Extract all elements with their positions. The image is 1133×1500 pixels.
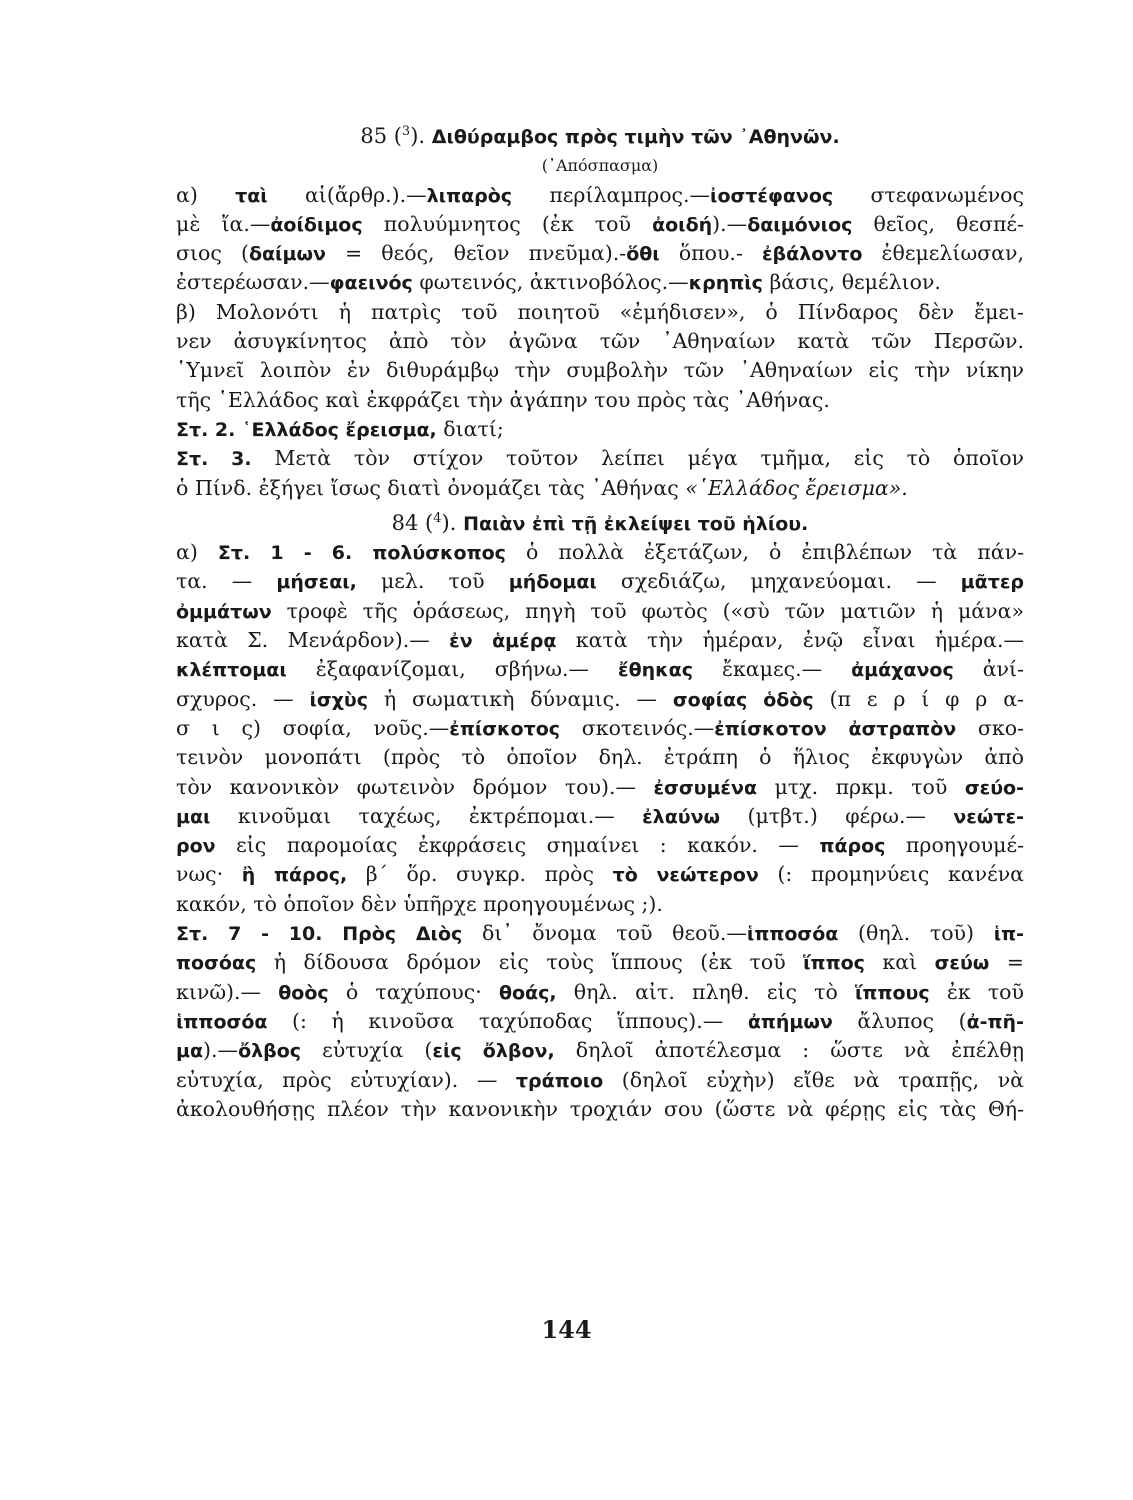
lemma: κρηπὶς — [688, 272, 763, 295]
gloss-text: β´ ὅρ. συγκρ. πρὸς — [347, 862, 613, 887]
gloss-text: κατὰ Σ. Μενάρδον).— — [176, 628, 450, 653]
lemma: ἱπποσόα — [176, 1010, 268, 1033]
footnote-ref: 4 — [433, 510, 442, 526]
lemma: ἀ-πῆ- — [966, 1010, 1024, 1033]
section-85-heading — [176, 122, 1024, 151]
lemma: ἵππος — [803, 952, 865, 975]
gloss-text: ὅπου.- — [659, 241, 762, 266]
text-line — [176, 567, 1024, 596]
gloss-text: σ ι ς) σοφία, νοῦς.— — [176, 715, 450, 740]
gloss-text: μτχ. πρκμ. τοῦ — [757, 774, 965, 799]
lemma: κλέπτομαι — [176, 659, 287, 682]
lemma: ἀοίδιμος — [270, 213, 363, 236]
text-line — [176, 415, 1024, 444]
gloss-text: εἰς παρομοίας ἐκφράσεις σημαίνει : κακόν. — — [215, 833, 820, 858]
text-line — [176, 210, 1024, 239]
text-line — [176, 444, 1024, 473]
gloss-text: τῆς ῾Ελλάδος καὶ ἐκφράζει τὴν ἀγάπην του πρὸς τὰς ᾿Αθήνας. — [176, 387, 830, 412]
lemma: δαιμόνιος — [747, 213, 853, 236]
lemma: ὄλβος — [238, 1040, 302, 1063]
gloss-text: καὶ — [864, 950, 935, 975]
gloss-text: ).— — [203, 1038, 239, 1063]
lemma: τὸ νεώτερον — [612, 864, 759, 887]
gloss-text: (π ε ρ ί φ ρ α- — [813, 686, 1024, 711]
gloss-text: ἀνί- — [953, 657, 1024, 682]
gloss-text: κινοῦμαι ταχέως, ἐκτρέπομαι.— — [210, 803, 643, 828]
gloss-text: εὐτυχία, πρὸς εὐτυχίαν). — — [176, 1067, 516, 1092]
text-line — [176, 386, 1024, 415]
gloss-text: θηλ. αἰτ. πληθ. εἰς τὸ — [556, 979, 856, 1004]
gloss-text: δηλοῖ ἀποτέλεσμα : ὥστε νὰ ἐπέλθῃ — [554, 1038, 1024, 1063]
text-line — [176, 685, 1024, 714]
text-line — [176, 239, 1024, 268]
lemma: ἐσσυμένα — [653, 776, 758, 799]
lemma: ἰοστέφανος — [710, 184, 834, 207]
footnote-ref: 3 — [401, 124, 411, 139]
lemma: θοὸς — [278, 981, 329, 1004]
lemma: νεώτε- — [953, 805, 1024, 828]
gloss-text: ἐστερέωσαν.— — [176, 270, 330, 295]
text-line — [176, 181, 1024, 210]
lemma: ἀπήμων — [747, 1010, 833, 1033]
text-line — [176, 802, 1024, 831]
text-line — [176, 538, 1024, 567]
gloss-text: Μετὰ τὸν στίχον τοῦτον λείπει μέγα τμῆμα, εἰς τὸ ὁποῖον — [251, 446, 1025, 471]
text-line — [176, 773, 1024, 802]
gloss-text: = — [989, 950, 1024, 975]
gloss-text: (θηλ. τοῦ) — [838, 921, 994, 946]
text-line — [176, 831, 1024, 860]
gloss-text: ἐξαφανίζομαι, σβήνω.— — [286, 657, 619, 682]
section-title: Παιὰν ἐπὶ τῇ ἐκλείψει τοῦ ἡλίου. — [463, 512, 809, 535]
gloss-text: = θεός, θεῖον πνεῦμα).- — [325, 241, 627, 266]
gloss-text: τα. — — [176, 569, 277, 594]
lemma: μήδομαι — [508, 571, 597, 594]
gloss-text: τὸν κανονικὸν φωτεινὸν δρόμον του).— — [176, 774, 654, 799]
gloss-text: σχυρος. — — [176, 686, 310, 711]
section-number: 85 ( — [360, 124, 402, 148]
gloss-text: ἔκαμες.— — [693, 657, 852, 682]
text-line — [176, 356, 1024, 385]
lemma: ἵππους — [855, 981, 930, 1004]
section-number-close: ). — [410, 124, 426, 148]
lemma: σοφίας ὁδὸς — [672, 688, 814, 711]
gloss-text: α) — [176, 540, 218, 565]
lemma: ἱπποσόα — [746, 923, 839, 946]
text-line — [176, 597, 1024, 626]
gloss-text: πολυύμνητος (ἐκ τοῦ — [362, 211, 653, 236]
lemma: ταὶ — [235, 184, 268, 207]
lemma: ἱπ- — [993, 923, 1025, 946]
gloss-text: ῾Υμνεῖ λοιπὸν ἐν διθυράμβῳ τὴν συμβολὴν τῶν ᾿Αθηναίων εἰς τὴν νίκην — [176, 358, 1024, 383]
page-number: 144 — [541, 1315, 592, 1344]
text-line — [176, 327, 1024, 356]
gloss-text: φωτεινός, ἀκτινοβόλος.— — [412, 270, 689, 295]
text-line — [176, 626, 1024, 655]
text-line — [176, 298, 1024, 327]
lemma: σεύω — [934, 952, 990, 975]
gloss-text: μελ. τοῦ — [356, 569, 509, 594]
gloss-text: (δηλοῖ εὐχὴν) εἴθε νὰ τραπῇς, νὰ — [603, 1067, 1024, 1092]
section-85-text — [176, 181, 1024, 503]
gloss-text: β) Μολονότι ἡ πατρὶς τοῦ ποιητοῦ «ἐμήδισεν», ὁ Πίνδαρος δὲν ἔμει- — [176, 299, 1024, 324]
text-line — [176, 1007, 1024, 1036]
gloss-text: ὁ πολλὰ ἐξετάζων, ὁ ἐπιβλέπων τὰ πάν- — [505, 540, 1024, 565]
text-line — [176, 919, 1024, 948]
gloss-text: εὐτυχία ( — [301, 1038, 433, 1063]
section-number-close: ). — [441, 510, 457, 535]
gloss-text: προηγουμέ- — [885, 833, 1025, 858]
section-title: Διθύραμβος πρὸς τιμὴν τῶν ᾿Αθηνῶν. — [431, 126, 840, 148]
lemma: Στ. 2. ῾Ελλάδος ἔρεισμα, — [176, 418, 437, 441]
gloss-text: σκοτεινός.— — [560, 715, 715, 740]
gloss-text: ἡ δίδουσα δρόμον εἰς τοὺς ἵππους (ἐκ τοῦ — [256, 950, 804, 975]
gloss-text: νεν ἀσυγκίνητος ἀπὸ τὸν ἀγῶνα τῶν ᾿Αθηναίων κατὰ τῶν Περσῶν. — [176, 329, 1024, 354]
lemma: ἀοιδή — [652, 213, 713, 236]
lemma: ἰσχὺς — [309, 688, 369, 711]
text-line — [176, 743, 1024, 772]
lemma: ἐβάλοντο — [761, 243, 863, 266]
gloss-text: (μτβτ.) φέρω.— — [720, 803, 954, 828]
lemma: ποσόας — [176, 952, 257, 975]
gloss-text: ἡ σωματικὴ δύναμις. — — [368, 686, 673, 711]
text-line — [176, 1095, 1024, 1124]
section-84-heading — [176, 509, 1024, 538]
text-line — [176, 268, 1024, 297]
gloss-text: βάσις, θεμέλιον. — [762, 270, 941, 295]
gloss-text: τροφὲ τῆς ὁράσεως, πηγὴ τοῦ φωτὸς («σὺ τῶν ματιῶν ἡ μάνα» — [271, 598, 1024, 623]
gloss-text: σχεδιάζω, μηχανεύομαι. — — [596, 569, 961, 594]
lemma: ἀμάχανος — [851, 659, 954, 682]
text-line — [176, 714, 1024, 743]
gloss-text: «῾Ελλάδος ἔρεισμα». — [685, 475, 908, 500]
lemma: δαίμων — [248, 243, 326, 266]
gloss-text: α) — [176, 182, 236, 207]
gloss-text: τεινὸν μονοπάτι (πρὸς τὸ ὁποῖον δηλ. ἐτράπη ὁ ἥλιος ἐκφυγὼν ἀπὸ — [176, 745, 1024, 770]
gloss-text: σιος ( — [176, 241, 249, 266]
lemma: λιπαρὸς — [426, 184, 513, 207]
lemma: ὅθι — [626, 243, 660, 266]
lemma: τράποιο — [515, 1069, 604, 1092]
gloss-text: δι᾿ ὄνομα τοῦ θεοῦ.— — [462, 921, 747, 946]
lemma: Στ. 1 - 6. πολύσκοπος — [217, 542, 506, 565]
lemma: θοάς, — [498, 981, 557, 1004]
lemma: μαι — [176, 805, 211, 828]
lemma: φαεινός — [329, 272, 413, 295]
gloss-text: ὁ Πίνδ. ἐξήγει ἴσως διατὶ ὀνομάζει τὰς ᾿Αθήνας — [176, 475, 686, 500]
gloss-text: ἐθεμελίωσαν, — [862, 241, 1024, 266]
gloss-text: ).— — [712, 211, 748, 236]
lemma: ἐπίσκοτον ἀστραπὸν — [714, 717, 957, 740]
gloss-text: ἐκ τοῦ — [929, 979, 1024, 1004]
lemma: μᾶτερ — [960, 571, 1024, 594]
lemma: Στ. 3. — [176, 448, 252, 471]
gloss-text: ἄλυπος ( — [832, 1008, 967, 1033]
gloss-text: (: ἡ κινοῦσα ταχύποδας ἵππους).— — [267, 1008, 748, 1033]
gloss-text: κακόν, τὸ ὁποῖον δὲν ὑπῆρχε προηγουμένως ;). — [176, 891, 663, 916]
lemma: εἰς ὄλβον, — [432, 1040, 555, 1063]
lemma: μήσεαι, — [276, 571, 357, 594]
lemma: ἔθηκας — [618, 659, 694, 682]
lemma: σεύο- — [964, 776, 1024, 799]
text-line — [176, 1066, 1024, 1095]
gloss-text: ὁ ταχύπους· — [328, 979, 499, 1004]
text-line — [176, 978, 1024, 1007]
section-85-subheading: (᾿Απόσπασμα) — [541, 156, 659, 176]
section-number: 84 ( — [391, 510, 434, 535]
text-line — [176, 1036, 1024, 1065]
gloss-text: περίλαμπρος.— — [512, 182, 711, 207]
lemma: ἢ πάρος, — [241, 864, 348, 887]
lemma: ἐν ἁμέρᾳ — [449, 630, 557, 653]
lemma: ὀμμάτων — [176, 600, 272, 623]
page-body — [176, 122, 1024, 1124]
gloss-text: αἱ(ἄρθρ.).— — [267, 182, 427, 207]
lemma: μα — [176, 1040, 204, 1063]
gloss-text: νως· — [176, 862, 242, 887]
text-line — [176, 948, 1024, 977]
lemma: ἐπίσκοτος — [449, 717, 561, 740]
text-line — [176, 655, 1024, 684]
lemma: Στ. 7 - 10. Πρὸς Διὸς — [176, 923, 463, 946]
gloss-text: σκο- — [956, 715, 1024, 740]
gloss-text: κατὰ τὴν ἡμέραν, ἐνῷ εἶναι ἡμέρα.— — [556, 628, 1024, 653]
gloss-text: μὲ ἴα.— — [176, 211, 271, 236]
gloss-text: (: προμηνύεις κανένα — [758, 862, 1025, 887]
gloss-text: ἀκολουθήσῃς πλέον τὴν κανονικὴν τροχιάν σου (ὥστε νὰ φέρῃς εἰς τὰς Θή- — [176, 1096, 1024, 1121]
text-line — [176, 890, 1024, 919]
lemma: ρον — [176, 835, 216, 858]
gloss-text: θεῖος, θεσπέ- — [852, 211, 1024, 236]
gloss-text: στεφανωμένος — [833, 182, 1024, 207]
gloss-text: διατί; — [436, 416, 504, 441]
text-line — [176, 474, 1024, 503]
lemma: πάρος — [819, 835, 886, 858]
section-84-text — [176, 538, 1024, 1124]
lemma: ἐλαύνω — [642, 805, 721, 828]
gloss-text: κινῶ).— — [176, 979, 279, 1004]
text-line — [176, 860, 1024, 889]
